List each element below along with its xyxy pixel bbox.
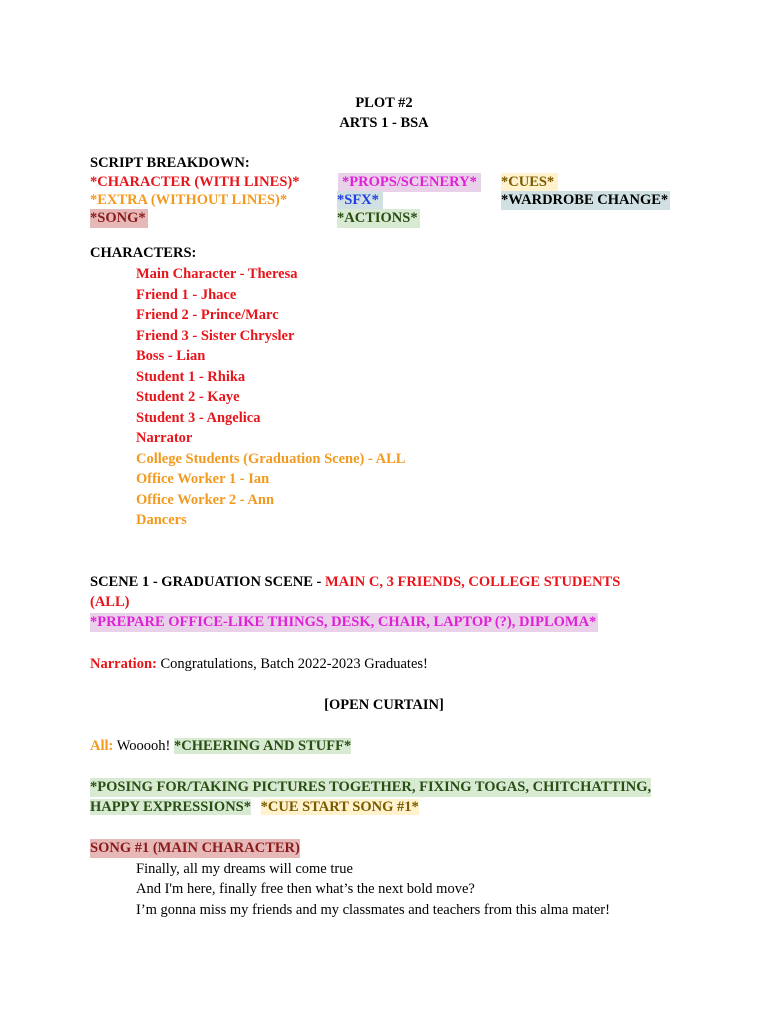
scene-props: *PREPARE OFFICE-LIKE THINGS, DESK, CHAIR, LAPTOP (?), DIPLOMA*	[90, 614, 597, 630]
lyric-line: And I'm here, finally free then what’s the next bold move?	[136, 881, 475, 897]
legend-extra: *EXTRA (WITHOUT LINES)*	[90, 192, 288, 208]
lyric-line: Finally, all my dreams will come true	[136, 861, 353, 877]
legend-cues: *CUES*	[501, 173, 558, 192]
narration-label: Narration:	[90, 656, 157, 672]
scene-cast-continued: (ALL)	[90, 594, 130, 610]
character-item: Friend 1 - Jhace	[136, 287, 237, 303]
character-item: Boss - Lian	[136, 348, 206, 364]
document-title: PLOT #2	[355, 95, 413, 111]
stage-direction-curtain: [OPEN CURTAIN]	[324, 697, 444, 713]
scene-action-line2: HAPPY EXPRESSIONS*	[90, 799, 252, 815]
character-item: Student 3 - Angelica	[136, 410, 261, 426]
dialogue-all	[90, 737, 351, 756]
narration-line	[90, 655, 428, 674]
all-action: *CHEERING AND STUFF*	[173, 738, 352, 754]
characters-heading: CHARACTERS:	[90, 245, 197, 261]
extra-item: Office Worker 1 - Ian	[136, 471, 270, 487]
extra-item: Office Worker 2 - Ann	[136, 492, 275, 508]
all-text: Wooooh!	[116, 738, 171, 754]
all-label: All:	[90, 738, 114, 754]
scene-cast: MAIN C, 3 FRIENDS, COLLEGE STUDENTS	[324, 574, 621, 590]
character-item: Friend 2 - Prince/Marc	[136, 307, 279, 323]
song-cue: *CUE START SONG #1*	[260, 799, 419, 815]
song-title: SONG #1 (MAIN CHARACTER)	[90, 840, 300, 856]
character-item: Friend 3 - Sister Chrysler	[136, 328, 295, 344]
legend-character: *CHARACTER (WITH LINES)*	[90, 174, 300, 190]
scene-title: SCENE 1 - GRADUATION SCENE -	[90, 574, 322, 590]
narration-text: Congratulations, Batch 2022-2023 Graduates!	[160, 656, 428, 672]
character-item: Student 2 - Kaye	[136, 389, 240, 405]
extra-item: College Students (Graduation Scene) - ALL	[136, 451, 406, 467]
legend-props: *PROPS/SCENERY*	[338, 173, 481, 192]
character-item: Main Character - Theresa	[136, 266, 298, 282]
document-subtitle: ARTS 1 - BSA	[339, 115, 429, 131]
legend-sfx: *SFX*	[337, 191, 383, 210]
scene-action-line2-row	[90, 798, 419, 817]
extra-item: Dancers	[136, 512, 187, 528]
legend-song: *SONG*	[90, 210, 146, 226]
lyric-line: I’m gonna miss my friends and my classmates and teachers from this alma mater!	[136, 902, 610, 918]
character-item: Narrator	[136, 430, 193, 446]
character-item: Student 1 - Rhika	[136, 369, 246, 385]
breakdown-heading: SCRIPT BREAKDOWN:	[90, 155, 250, 171]
scene-heading	[90, 573, 620, 592]
scene-action-line1: *POSING FOR/TAKING PICTURES TOGETHER, FIXING TOGAS, CHITCHATTING,	[90, 779, 652, 795]
legend-actions: *ACTIONS*	[337, 210, 418, 226]
legend-wardrobe: *WARDROBE CHANGE*	[501, 192, 669, 208]
